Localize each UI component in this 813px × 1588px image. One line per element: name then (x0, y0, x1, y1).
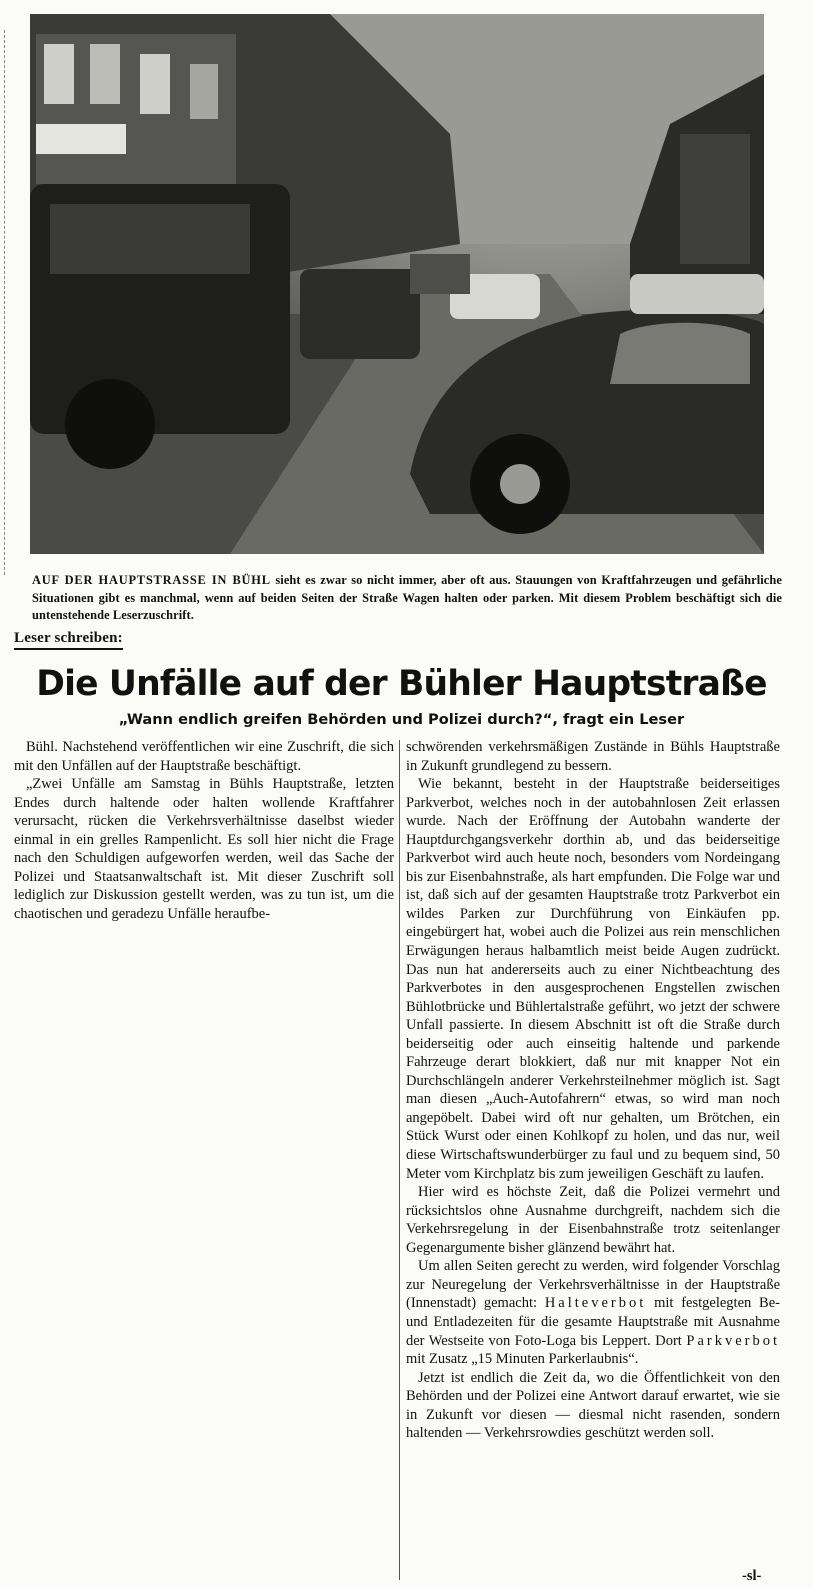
paragraph-intro: Bühl. Nachstehend veröffentlichen wir eine Zuschrift, die sich mit den Unfällen auf der Hauptstraße beschäftigt. (14, 739, 394, 774)
paragraph-schluss: Jetzt ist endlich die Zeit da, wo die Öffentlichkeit von den Behörden und der Polizei eine Antwort darauf erwartet, wie sie in Zukunft vor diesen — diesmal nicht rasenden, sondern haltenden — Verkehrsrowdies geschützt werden soll. (406, 1369, 780, 1442)
vorschlag-text-b: mit festgelegten Be- und Entladezeiten für die gesamte Hauptstraße mit Ausnahme der Westseite von Foto-Loga bis Leppert. Dort (406, 1295, 780, 1349)
caption-lead: AUF DER HAUPTSTRASSE IN BÜHL (32, 573, 271, 587)
vorschlag-text-c: mit Zusatz „15 Minuten Parkerlaubnis“. (406, 1351, 639, 1368)
caption-text: sieht es zwar so nicht immer, aber oft aus. Stauungen von Kraftfahrzeugen und gefährliche Situationen gibt es manchmal, wenn auf beiden Seiten der Straße Wagen halten oder parken. Mit diesem Problem beschäftigt sich die untenstehende Leserzuschrift. (32, 573, 782, 622)
article-subheadline: „Wann endlich greifen Behörden und Polizei durch?“, fragt ein Leser (118, 711, 685, 728)
paragraph-parkverbot: Wie bekannt, besteht in der Hauptstraße beiderseitiges Parkverbot, welches noch in der autobahnlosen Zeit erlassen wurde. Nach der Eröffnung der Autobahn wanderte der Hauptdurchgangsverkehr dorthin ab, und das beiderseitige Parkverbot wird auch heute noch, besonders vom Nordeingang bis zur Eisenbahnstraße, als hart empfunden. Die Folge war und ist, daß sich auf der gesamten Hauptstraße trotz Parkverbot ein wildes Parken zur Durchführung von Einkäufen pp. eingebürgert hat, wobei auch die Polizei aus rein menschlichen Erwägungen heraus halbamtlich meist beide Augen zudrückt. Das nun hat andererseits auch zu einer Nichtbeachtung des Parkverbotes in den ausgesprochenen Engstellen zwischen Bühlotbrücke und Bühlertalstraße geführt, wo jetzt der schwere Unfall passierte. In diesem Abschnitt ist oft die Straße durch beiderseitig oder auch einseitig haltende und parkende Fahrzeuge derart blokkiert, daß nur mit knapper Not ein Durchschlängeln anderer Verkehrsteilnehmer möglich ist. Sagt man diesen „Auch-Autofahrern“ etwas, so wird man noch angepöbelt. Dabei wird oft nur gehalten, um Brötchen, ein Stück Wurst oder einen Kohlkopf zu holen, und das nur, weil diese Wirtschaftswunderbürger zu faul und zu bequem sind, 50 Meter vom Kirchplatz bis zum jeweiligen Geschäft zu laufen. (406, 776, 780, 1182)
vorschlag-parkverbot: Parkverbot (686, 1332, 780, 1349)
street-photo-icon (30, 14, 764, 554)
paragraph-vorschlag (406, 1257, 780, 1368)
article-headline: Die Unfälle auf der Bühler Hauptstraße (36, 664, 767, 704)
author-signature: -sl- (742, 1568, 762, 1584)
street-photo (30, 14, 764, 554)
vorschlag-halteverbot: Halteverbot (544, 1295, 647, 1312)
paragraph-quote-start: „Zwei Unfälle am Samstag in Bühls Hauptstraße, letzten Endes durch haltende oder halten wollende Kraftfahrer verursacht, rücken die Verkehrsverhältnisse daselbst wieder einmal in ein grelles Rampenlicht. Es soll hier nicht die Frage nach den Schuldigen aufgeworfen werden, weil das Sache der Polizei und Staatsanwaltschaft ist. Mit dieser Zuschrift soll lediglich zur Diskussion gestellt werden, was zu tun ist, um die chaotischen und geradezu Unfälle heraufbe- (14, 776, 394, 922)
photo-caption (32, 572, 782, 625)
paragraph-polizei: Hier wird es höchste Zeit, daß die Polizei vermehrt und rücksichtslos ohne Ausnahme durchgreift, nachdem sich die Verkehrsregelung in der Eisenbahnstraße trotz seitenlanger Gegenargumente bisher glänzend bewährt hat. (406, 1184, 780, 1256)
vorschlag-text-a: Um allen Seiten gerecht zu werden, wird folgender Vorschlag zur Neuregelung der Verkehrsverhältnisse in der Hauptstraße (Innenstadt) gemacht: (406, 1258, 780, 1312)
margin-rule (4, 30, 5, 575)
article-column-right (406, 738, 780, 1443)
section-kicker: Leser schreiben: (14, 630, 123, 650)
paragraph-continuation: schwörenden verkehrsmäßigen Zustände in Bühls Hauptstraße in Zukunft grundlegend zu bessern. (406, 739, 780, 774)
column-divider (399, 740, 400, 1580)
article-column-left (14, 738, 394, 923)
